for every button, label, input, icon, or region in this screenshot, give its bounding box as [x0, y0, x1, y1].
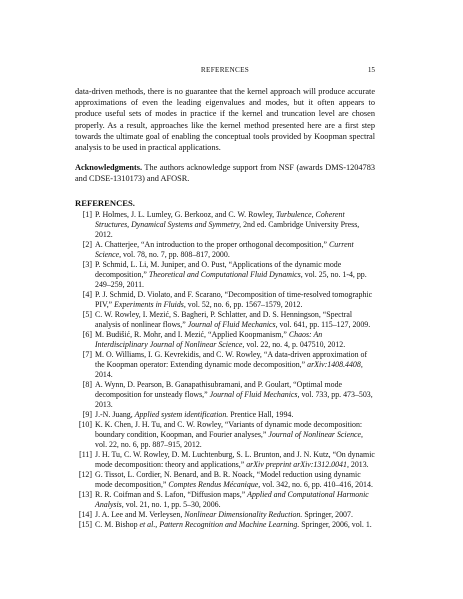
reference-item	[75, 240, 375, 260]
reference-text: G. Tissot, L. Cordier, N. Benard, and B. R. Noack, “Model reduction using dynamic mode decomposition,”	[95, 470, 361, 489]
reference-tail: vol. 21, no. 1, pp. 5–30, 2006.	[123, 500, 221, 509]
reference-text: J. A. Lee and M. Verleysen,	[95, 510, 185, 519]
reference-number: [15]	[78, 520, 92, 529]
reference-number: [10]	[78, 420, 92, 429]
reference-item	[75, 290, 375, 310]
reference-tail: vol. 733, pp. 473–503, 2013.	[95, 390, 373, 409]
reference-text: R. R. Coifman and S. Lafon, “Diffusion maps,”	[95, 490, 248, 499]
reference-italic: Journal of Fluid Mechanics,	[187, 320, 278, 329]
reference-number: [2]	[82, 240, 92, 249]
running-title: REFERENCES	[200, 66, 250, 74]
reference-number: [1]	[82, 210, 92, 219]
acknowledgments-text: The authors acknowledge support from NSF (awards DMS-1204783 and CDSE-1310173) and AFOSR.	[75, 163, 375, 184]
reference-number: [3]	[82, 260, 92, 269]
reference-tail: 2014.	[95, 370, 113, 379]
reference-item	[75, 450, 375, 470]
reference-number: [9]	[82, 410, 92, 419]
reference-number: [11]	[79, 450, 92, 459]
reference-italic: Theoretical and Computational Fluid Dynamics,	[148, 270, 303, 279]
reference-text: M. O. Williams, I. G. Kevrekidis, and C. W. Rowley, “A data-driven approximation of the Koopman operator: Extending dynamic mode decomposition,”	[95, 350, 368, 369]
reference-tail: vol. 22, no. 6, pp. 887–915, 2012.	[95, 440, 202, 449]
reference-number: [8]	[82, 380, 92, 389]
reference-tail: vol. 342, no. 6, pp. 410–416, 2014.	[260, 480, 373, 489]
reference-italic: Chaos: An Interdisciplinary Journal of Nonlinear Science,	[95, 330, 323, 349]
reference-number: [5]	[82, 310, 92, 319]
reference-number: [14]	[78, 510, 92, 519]
reference-item	[75, 260, 375, 290]
reference-item	[75, 510, 375, 520]
reference-item	[75, 470, 375, 490]
body-paragraph: data-driven methods, there is no guarantee that the kernel approach will produce accurate approximations of even the leading eigenvalues and modes, but it often appears to produce useful sets of modes in practice if the kernel and truncation level are chosen properly. As a result, approaches like the kernel method presented here are a first step towards the ultimate goal of enabling the conceptual tools provided by Koopman spectral analysis to be used in practical applications.	[75, 87, 375, 153]
reference-tail: Prentice Hall, 1994.	[228, 410, 294, 419]
reference-tail: vol. 22, no. 4, p. 047510, 2012.	[244, 340, 346, 349]
reference-number: [4]	[82, 290, 92, 299]
reference-number: [12]	[78, 470, 92, 479]
reference-italic: Turbulence, Coherent Structures, Dynamical Systems and Symmetry,	[95, 210, 345, 229]
reference-item	[75, 330, 375, 350]
reference-text: J. H. Tu, C. W. Rowley, D. M. Luchtenburg, S. L. Brunton, and J. N. Kutz, “On dynamic mode decomposition: theory and applications,”	[95, 450, 375, 469]
reference-tail: 2nd ed. Cambridge University Press, 2012.	[95, 220, 360, 239]
reference-italic: arXiv:1408.4408,	[307, 360, 363, 369]
reference-italic: Applied and Computational Harmonic Analysis,	[95, 490, 369, 509]
reference-tail: vol. 25, no. 1-4, pp. 249–259, 2011.	[95, 270, 367, 289]
reference-text: P. Holmes, J. L. Lumley, G. Berkooz, and C. W. Rowley,	[95, 210, 277, 219]
reference-text: C. W. Rowley, I. Mezić, S. Bagheri, P. Schlatter, and D. S. Henningson, “Spectral analysis of nonlinear flows,”	[95, 310, 353, 329]
reference-text: A. Chatterjee, “An introduction to the proper orthogonal decomposition,”	[95, 240, 330, 249]
reference-number: [7]	[82, 350, 92, 359]
reference-item	[75, 410, 375, 420]
reference-list	[75, 210, 375, 530]
reference-italic: Pattern Recognition and Machine Learning.	[159, 520, 300, 529]
reference-item	[75, 350, 375, 380]
reference-tail: vol. 52, no. 6, pp. 1567–1579, 2012.	[185, 300, 303, 309]
reference-number: [6]	[82, 330, 92, 339]
reference-italic: arXiv preprint arXiv:1312.0041,	[246, 460, 349, 469]
reference-italic: Journal of Nonlinear Science,	[268, 430, 364, 439]
reference-item	[75, 490, 375, 510]
reference-tail: vol. 78, no. 7, pp. 808–817, 2000.	[121, 250, 230, 259]
reference-italic: Experiments in Fluids,	[114, 300, 186, 309]
reference-text: M. Budišić, R. Mohr, and I. Mezić, “Applied Koopmanism,”	[95, 330, 289, 339]
reference-italic: Nonlinear Dimensionality Reduction.	[184, 510, 303, 519]
reference-item	[75, 310, 375, 330]
acknowledgments-label: Acknowledgments.	[75, 163, 143, 172]
reference-text: C. M. Bishop	[95, 520, 140, 529]
references-heading: REFERENCES.	[75, 198, 135, 208]
reference-item	[75, 210, 375, 240]
running-header	[75, 66, 375, 78]
reference-text: J.-N. Juang,	[95, 410, 135, 419]
reference-tail: Springer, 2006, vol. 1.	[299, 520, 372, 529]
reference-tail: Springer, 2007.	[302, 510, 353, 519]
reference-text: P. Schmid, L. Li, M. Juniper, and O. Pust, “Applications of the dynamic mode decomposition,”	[95, 260, 342, 279]
acknowledgments	[75, 162, 375, 184]
reference-tail: 2013.	[348, 460, 369, 469]
reference-italic: Comptes Rendus Mécanique,	[168, 480, 261, 489]
reference-italic: Current Science,	[95, 240, 354, 259]
reference-number: [13]	[78, 490, 92, 499]
reference-tail: ,	[155, 520, 160, 529]
reference-text: K. K. Chen, J. H. Tu, and C. W. Rowley, “Variants of dynamic mode decomposition: boundary condition, Koopman, and Fourier analyses,”	[95, 420, 363, 439]
reference-tail: vol. 641, pp. 115–127, 2009.	[277, 320, 371, 329]
reference-text: P. J. Schmid, D. Violato, and F. Scarano, “Decomposition of time-resolved tomographic PIV,”	[95, 290, 373, 309]
reference-item	[75, 420, 375, 450]
reference-text: A. Wynn, D. Pearson, B. Ganapathisubramani, and P. Goulart, “Optimal mode decomposition for unsteady flows,”	[95, 380, 343, 399]
reference-item	[75, 380, 375, 410]
reference-italic: Applied system identification.	[134, 410, 229, 419]
reference-italic: Journal of Fluid Mechanics,	[209, 390, 300, 399]
page-number: 15	[367, 66, 375, 74]
reference-item	[75, 520, 375, 530]
reference-italic: et al.	[139, 520, 156, 529]
